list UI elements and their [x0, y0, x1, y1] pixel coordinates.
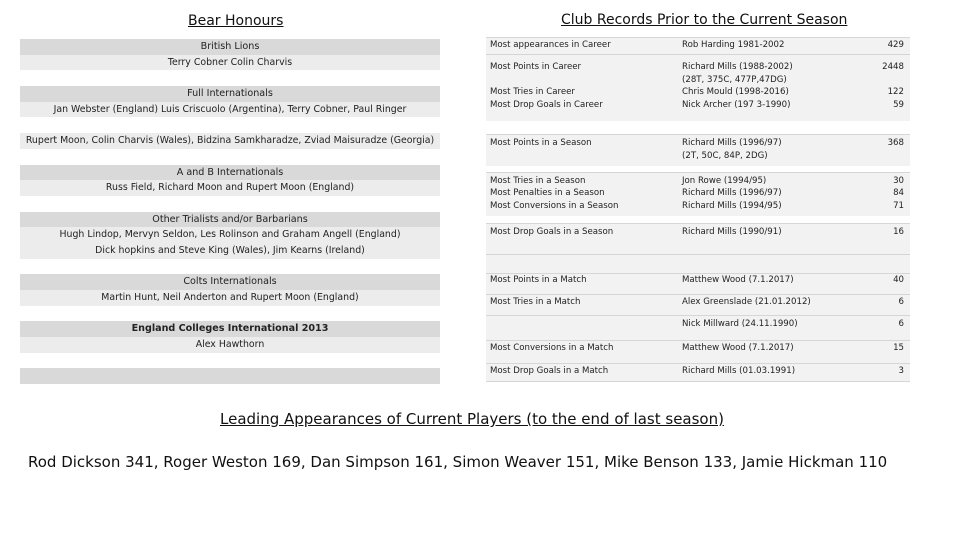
record-holder: Alex Greenslade (21.01.2012)	[682, 297, 811, 307]
honours-row-text: England Colleges International 2013	[131, 323, 329, 335]
record-name: Most Drop Goals in Career	[490, 100, 603, 110]
honours-row	[20, 337, 440, 353]
record-value: 6	[898, 297, 904, 307]
record-line	[486, 137, 910, 150]
honours-row	[20, 70, 440, 86]
honours-row-text: Russ Field, Richard Moon and Rupert Moon (England)	[105, 182, 355, 194]
record-value: 59	[893, 100, 904, 110]
record-value: 429	[887, 40, 904, 50]
record-name: Most Drop Goals in a Match	[490, 366, 609, 376]
records-divider	[486, 381, 910, 382]
record-line	[486, 187, 910, 200]
honours-row-text: Jan Webster (England) Luis Criscuolo (Argentina), Terry Cobner, Paul Ringer	[53, 103, 407, 115]
record-holder: (2T, 50C, 84P, 2DG)	[682, 151, 768, 161]
record-holder: Nick Millward (24.11.1990)	[682, 319, 798, 329]
record-line	[486, 200, 910, 213]
honours-row	[20, 86, 440, 102]
honours-row-text: Terry Cobner Colin Charvis	[167, 56, 293, 68]
honours-row-text: British Lions	[200, 41, 260, 52]
record-value: 368	[887, 138, 904, 148]
honours-row	[20, 165, 440, 181]
honours-row	[20, 306, 440, 322]
record-holder: Rob Harding 1981-2002	[682, 40, 785, 50]
record-value: 6	[898, 319, 904, 329]
honours-row	[20, 227, 440, 243]
record-name: Most Penalties in a Season	[490, 188, 605, 198]
record-line	[486, 342, 910, 355]
honours-row	[20, 259, 440, 275]
record-line	[486, 274, 910, 287]
honours-row-text: Colts Internationals	[183, 276, 277, 288]
honours-row	[20, 133, 440, 149]
record-name: Most Points in a Match	[490, 275, 587, 285]
honours-row-text: Hugh Lindop, Mervyn Seldon, Les Rolinson and Graham Angell (England)	[59, 229, 401, 241]
record-value: 3	[898, 366, 904, 376]
record-holder: Matthew Wood (7.1.2017)	[682, 343, 794, 353]
leading-appearances-title: Leading Appearances of Current Players (to the end of last season)	[220, 410, 724, 428]
record-name: Most Drop Goals in a Season	[490, 227, 614, 237]
record-line	[486, 39, 910, 52]
record-holder: (28T, 375C, 477P,47DG)	[682, 75, 787, 85]
record-name: Most Tries in a Match	[490, 297, 581, 307]
record-value: 71	[893, 201, 904, 211]
record-line	[486, 318, 910, 331]
bear-honours-table	[20, 39, 440, 384]
honours-row	[20, 196, 440, 212]
record-line	[486, 61, 910, 74]
record-line	[486, 175, 910, 188]
honours-row	[20, 117, 440, 133]
honours-row-text: Dick hopkins and Steve King (Wales), Jim Kearns (Ireland)	[95, 244, 365, 256]
record-value: 30	[893, 176, 904, 186]
record-name: Most Points in a Season	[490, 138, 592, 148]
records-row-bg	[486, 254, 910, 273]
record-line	[486, 296, 910, 309]
record-name: Most Conversions in a Season	[490, 201, 619, 211]
record-holder: Richard Mills (1996/97)	[682, 188, 782, 198]
honours-row	[20, 212, 440, 228]
honours-row	[20, 39, 440, 55]
leading-appearances-list: Rod Dickson 341, Roger Weston 169, Dan Simpson 161, Simon Weaver 151, Mike Benson 133, Jamie Hickman 110	[28, 453, 888, 471]
record-name: Most appearances in Career	[490, 40, 611, 50]
record-holder: Richard Mills (1996/97)	[682, 138, 782, 148]
honours-row-text: Martin Hunt, Neil Anderton and Rupert Moon (England)	[101, 292, 359, 303]
honours-row-text: A and B Internationals	[176, 166, 284, 178]
record-holder: Richard Mills (1988-2002)	[682, 62, 793, 72]
honours-row	[20, 274, 440, 290]
honours-row	[20, 102, 440, 118]
bear-honours-title: Bear Honours	[188, 13, 284, 29]
record-line	[486, 74, 910, 87]
honours-row-text: Alex Hawthorn	[195, 339, 265, 351]
club-records-title: Club Records Prior to the Current Season	[561, 12, 848, 28]
honours-row-text: Rupert Moon, Colin Charvis (Wales), Bidzina Samkharadze, Zviad Maisuradze (Georgia)	[25, 135, 435, 147]
honours-row	[20, 290, 440, 306]
honours-row-text: Full Internationals	[187, 88, 273, 100]
record-name: Most Tries in a Season	[490, 176, 586, 186]
record-value: 84	[893, 188, 904, 198]
record-value: 15	[893, 343, 904, 353]
honours-row	[20, 321, 440, 337]
record-value: 16	[893, 227, 904, 237]
record-value: 2448	[882, 62, 904, 72]
record-line	[486, 226, 910, 239]
record-holder: Richard Mills (1994/95)	[682, 201, 782, 211]
honours-row	[20, 180, 440, 196]
record-holder: Chris Mould (1998-2016)	[682, 87, 789, 97]
record-holder: Matthew Wood (7.1.2017)	[682, 275, 794, 285]
honours-row	[20, 243, 440, 259]
record-name: Most Points in Career	[490, 62, 582, 72]
honours-row	[20, 353, 440, 369]
record-name: Most Conversions in a Match	[490, 343, 614, 353]
honours-row	[20, 149, 440, 165]
record-holder: Richard Mills (01.03.1991)	[682, 366, 796, 376]
record-line	[486, 365, 910, 378]
record-line	[486, 99, 910, 112]
record-line	[486, 150, 910, 163]
record-line	[486, 86, 910, 99]
record-value: 40	[893, 275, 904, 285]
record-holder: Nick Archer (197 3-1990)	[682, 100, 791, 110]
record-name: Most Tries in Career	[490, 87, 575, 97]
honours-row	[20, 55, 440, 71]
record-holder: Richard Mills (1990/91)	[682, 227, 782, 237]
honours-row	[20, 368, 440, 384]
record-value: 122	[887, 87, 904, 97]
record-holder: Jon Rowe (1994/95)	[682, 176, 767, 186]
honours-row-text: Other Trialists and/or Barbarians	[152, 213, 308, 225]
